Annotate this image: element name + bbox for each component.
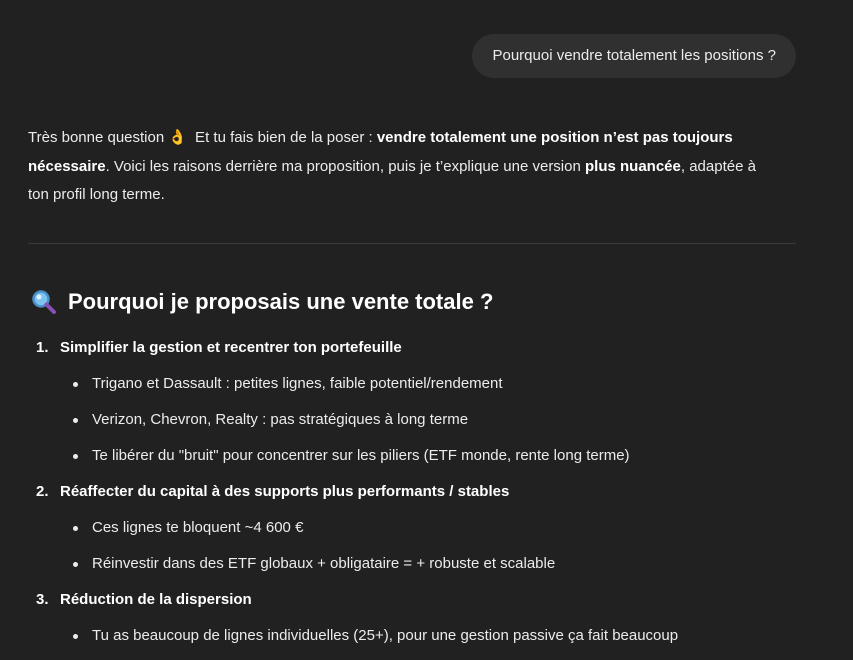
list-subitem: Ces lignes te bloquent ~4 600 € — [92, 519, 304, 536]
intro-bold-1: vendre totalement une position n’est pas toujours nécessaire — [28, 129, 733, 175]
list-item-title: Réaffecter du capital à des supports plus performants / stables — [60, 483, 510, 500]
list-subitem: Trigano et Dassault : petites lignes, faible potentiel/rendement — [92, 375, 503, 392]
bullet-dot — [73, 382, 78, 387]
intro-bold-2: plus nuancée — [585, 157, 681, 175]
list-subitem: Réinvestir dans des ETF globaux + obligataire = + robuste et scalable — [92, 555, 556, 572]
bullet-dot — [73, 418, 78, 423]
section-divider — [28, 243, 796, 244]
bullet-dot — [73, 634, 78, 639]
list-subitem: Tu as beaucoup de lignes individuelles (25+), pour une gestion passive ça fait beaucoup — [92, 627, 679, 644]
intro-text-4: , adaptée à ton profil long terme. — [28, 157, 756, 203]
user-message-text: Pourquoi vendre totalement les positions ? — [492, 47, 776, 64]
list-item-title: Réduction de la dispersion — [60, 591, 252, 608]
bullet-dot — [73, 526, 78, 531]
list-item-number: 3. — [36, 591, 49, 608]
bullet-dot — [73, 562, 78, 567]
list-subitem: Te libérer du "bruit" pour concentrer sur les piliers (ETF monde, rente long terme) — [92, 447, 630, 464]
section-heading — [31, 286, 493, 318]
ok-hand-emoji: 👌 — [168, 129, 187, 146]
list-item-number: 2. — [36, 483, 49, 500]
intro-text-3: . Voici les raisons derrière ma proposition, puis je t’explique une version — [105, 157, 585, 175]
intro-text-2: Et tu fais bien de la poser : — [190, 129, 377, 146]
assistant-intro-paragraph — [28, 124, 773, 210]
list-subitem: Verizon, Chevron, Realty : pas stratégiques à long terme — [92, 411, 469, 428]
magnifying-glass-icon — [31, 289, 57, 315]
list-item-title: Simplifier la gestion et recentrer ton portefeuille — [60, 339, 402, 356]
section-title: Pourquoi je proposais une vente totale ? — [68, 289, 494, 314]
list-item-number: 1. — [36, 339, 49, 356]
user-message-bubble — [472, 34, 796, 78]
bullet-dot — [73, 454, 78, 459]
intro-text-1: Très bonne question — [28, 129, 165, 146]
